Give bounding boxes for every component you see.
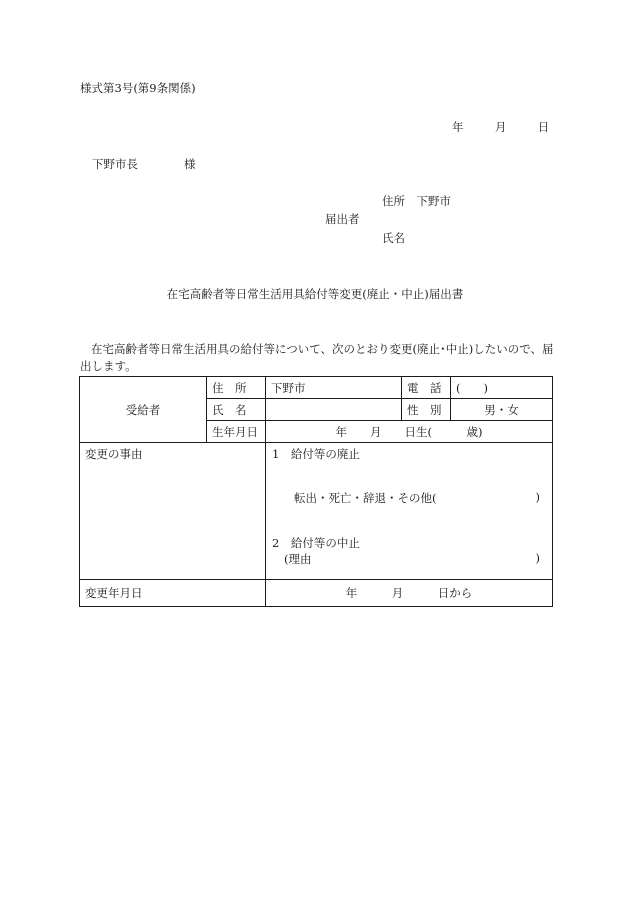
- table-row: [80, 580, 553, 607]
- applicant-name: 氏名: [382, 231, 405, 245]
- body-text: 在宅高齢者等日常生活用具の給付等について、次のとおり変更(廃止･中止)したいので、届出します。: [80, 342, 554, 373]
- date-day-label: 日: [537, 120, 550, 134]
- paren-close: ): [535, 490, 540, 504]
- change-date-value[interactable]: 年 月 日から: [266, 580, 553, 607]
- form-number: 様式第3号(第9条関係): [80, 81, 196, 95]
- date-month-label: 月: [494, 120, 507, 134]
- dob-value[interactable]: 年 月 日生( 歳): [266, 421, 553, 443]
- abolish-heading: 1 給付等の廃止: [272, 447, 360, 461]
- recipient-label: 受給者: [80, 377, 207, 443]
- gender-label: 性 別: [402, 399, 451, 421]
- table-row: [80, 377, 553, 399]
- gender-value[interactable]: 男・女: [451, 399, 553, 421]
- name-label: 氏 名: [207, 399, 266, 421]
- date-line: [452, 119, 549, 135]
- date-year-label: 年: [452, 120, 464, 134]
- abolish-options[interactable]: 転出・死亡・辞退・その他(: [294, 491, 437, 505]
- applicant-label: 届出者: [325, 212, 360, 226]
- form-table: [79, 376, 553, 607]
- reason-label: 変更の事由: [80, 443, 266, 580]
- applicant-address: 住所 下野市: [382, 194, 451, 208]
- suspend-heading: 2 給付等の中止: [272, 536, 360, 550]
- addressee: 下野市長 様: [92, 157, 196, 171]
- address-label: 住 所: [207, 377, 266, 399]
- reason-content[interactable]: [266, 443, 553, 580]
- suspend-reason[interactable]: (理由: [284, 552, 312, 566]
- phone-value[interactable]: ( ): [451, 377, 553, 399]
- dob-label: 生年月日: [207, 421, 266, 443]
- name-value[interactable]: [266, 399, 402, 421]
- address-value[interactable]: 下野市: [266, 377, 402, 399]
- table-row: [80, 443, 553, 580]
- phone-label: 電 話: [402, 377, 451, 399]
- change-date-label: 変更年月日: [80, 580, 266, 607]
- paren-close: ): [535, 551, 540, 565]
- document-title: 在宅高齢者等日常生活用具給付等変更(廃止・中止)届出書: [166, 287, 464, 301]
